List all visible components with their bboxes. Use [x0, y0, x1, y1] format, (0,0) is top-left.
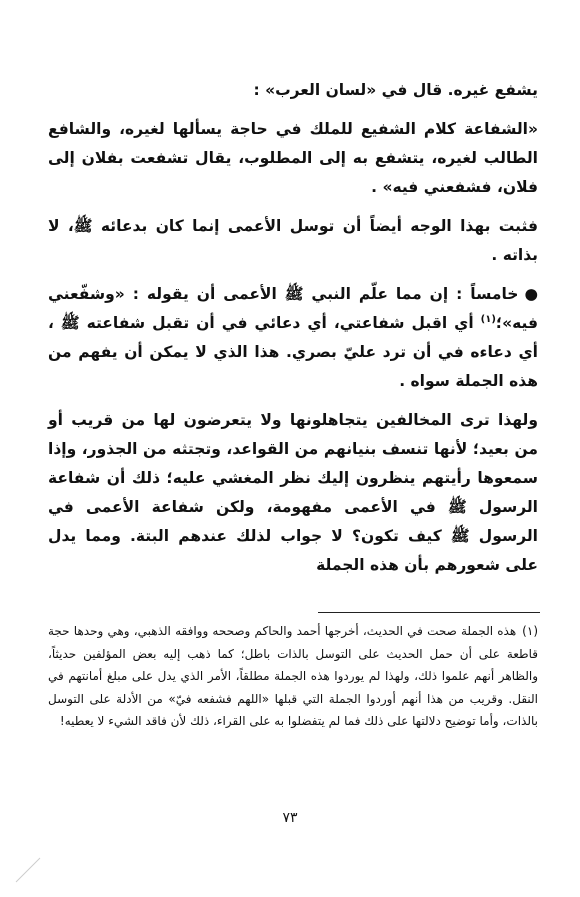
footnotes: [48, 620, 538, 733]
main-text: [48, 76, 538, 590]
page-number: ٧٣: [282, 810, 298, 826]
scan-mark: [14, 854, 44, 884]
paragraph-point-five-rest: أي اقبل شفاعتي، أي دعائي في أن تقبل شفاعته ﷺ ، أي دعاءه في أن ترد عليّ بصري. هذا الذي لا يمكن أن يفهم من هذه الجملة سواه .: [48, 314, 538, 390]
paragraph-quote: «الشفاعة كلام الشفيع للملك في حاجة يسألها لغيره، والشافع الطالب لغيره، يتشفع به إلى المطلوب، يقال تشفعت بفلان إلى فلان، فشفعني فيه» .: [48, 120, 538, 196]
footnote-divider: [318, 612, 540, 613]
footnote-number: (١): [522, 624, 538, 638]
bullet-icon: ●: [524, 285, 538, 303]
paragraph: ولهذا ترى المخالفين يتجاهلونها ولا يتعرضون لها من قريب أو من بعيد؛ لأنها تنسف بنيانهم من القواعد، وتجتثه من الجذور، وإذا سمعوها رأيتهم ينظرون إليك نظر المغشي عليه؛ ذلك أن شفاعة الرسول ﷺ في الأعمى مفهومة، ولكن شفاعة الأعمى في الرسول ﷺ كيف تكون؟ لا جواب لذلك عندهم البتة. ومما يدل على شعورهم بأن هذه الجملة: [48, 411, 538, 574]
paragraph: فثبت بهذا الوجه أيضاً أن توسل الأعمى إنما كان بدعائه ﷺ، لا بذاته .: [48, 217, 538, 264]
paragraph-point-five-lead: خامساً : إن مما علّم النبي ﷺ الأعمى أن يقوله : «وشفّعني فيه»؛: [48, 285, 538, 332]
footnote: [48, 620, 538, 733]
paragraph: يشفع غيره. قال في «لسان العرب» :: [253, 81, 538, 99]
footnote-text: هذه الجملة صحت في الحديث، أخرجها أحمد والحاكم وصححه ووافقه الذهبي، وهي وحدها حجة قاطعة على أن حمل الحديث على التوسل بالذات باطل؛ كما ذهب إليه بعض المؤلفين حديثاً، والظاهر أنهم علموا ذلك، ولهذا لم يوردوا هذه الجملة مطلقاً، الأمر الذي يدل على مبلغ أمانتهم في النقل. وقريب من هذا أنهم أوردوا الجملة التي قبلها «اللهم فشفعه فيّ» من الأدلة على التوسل بالذات، وأما توضيح دلالتها على ذلك فما لم يتفضلوا به على القراء، ذلك لأن فاقد الشيء لا يعطيه!: [48, 624, 538, 728]
footnote-marker[interactable]: (١): [480, 313, 496, 325]
paragraph-point-five: [48, 280, 538, 396]
